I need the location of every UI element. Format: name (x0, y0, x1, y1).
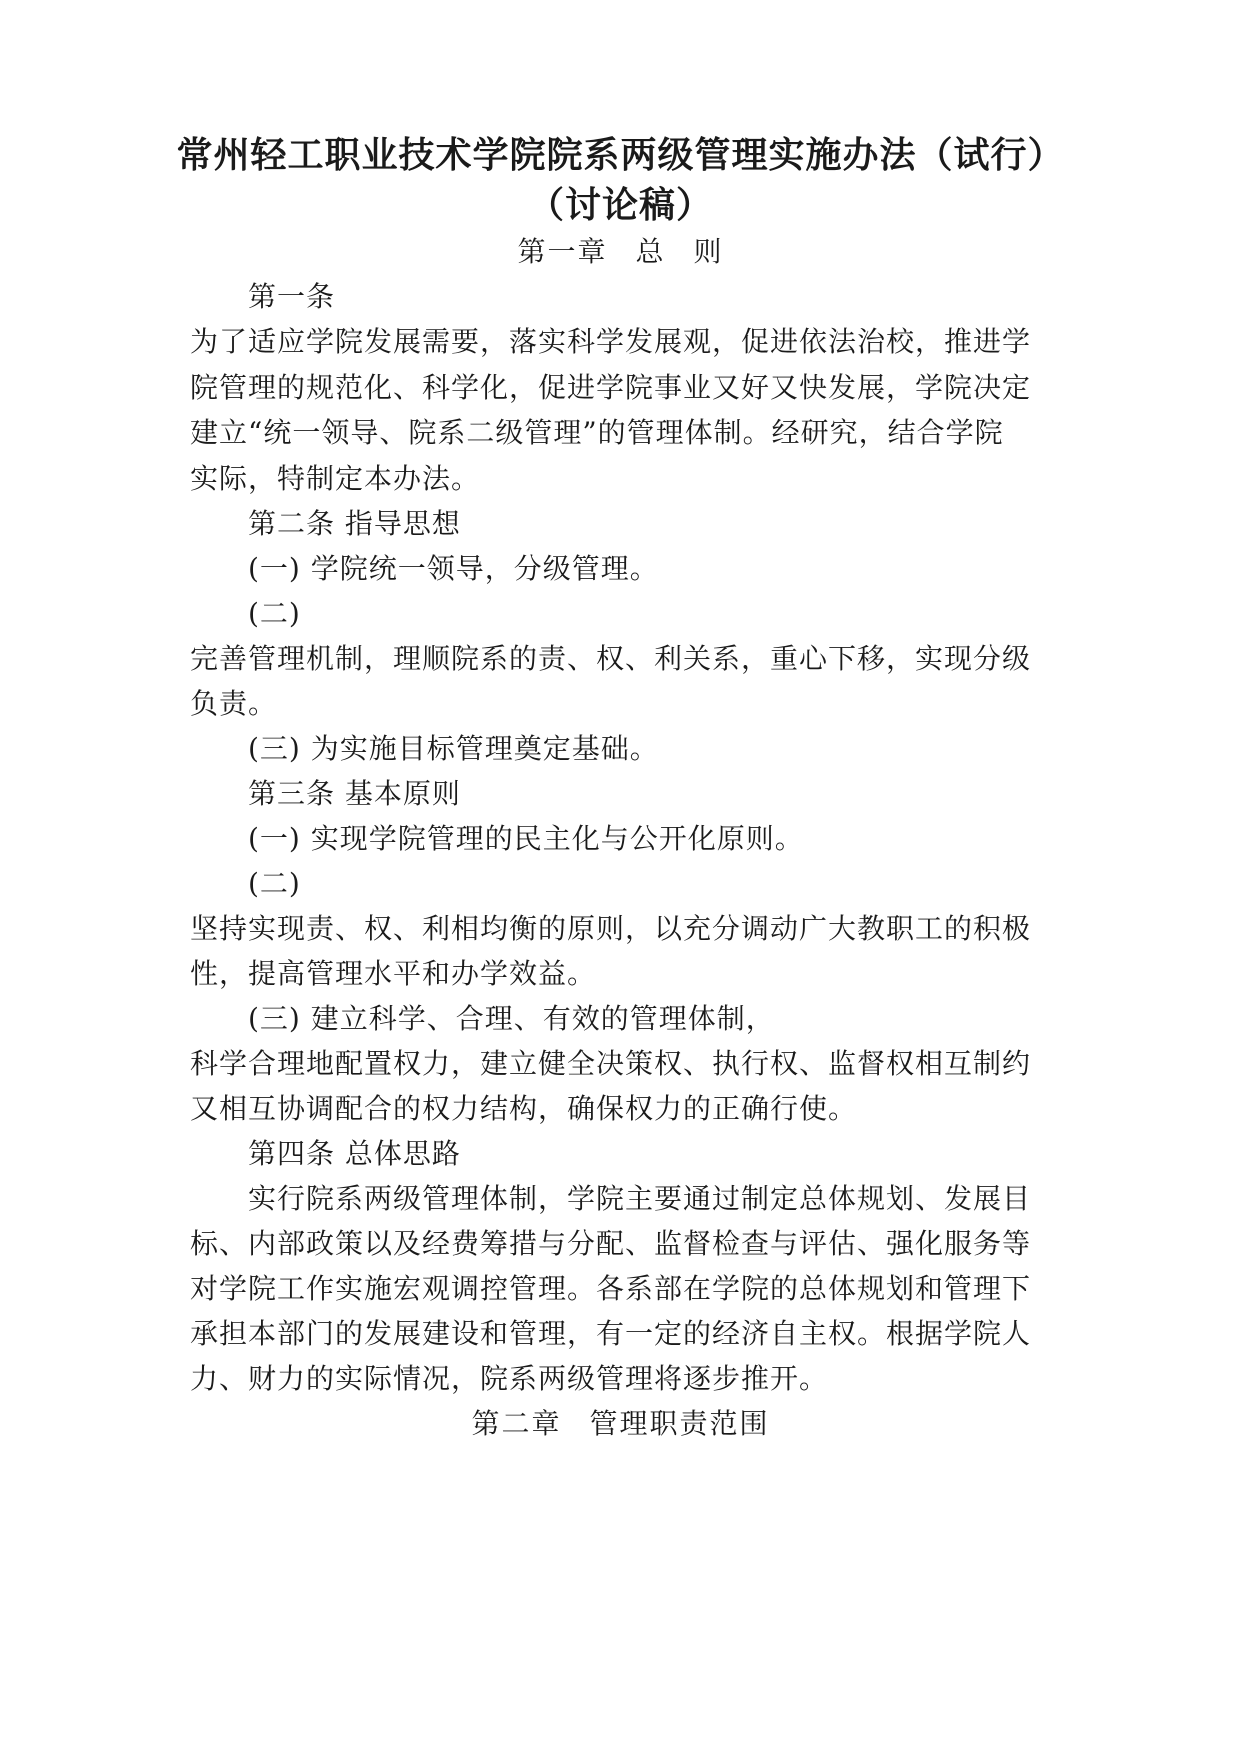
chapter-2-label: 第二章 (471, 1407, 562, 1440)
article-2-heading: 第二条 指导思想 (248, 507, 461, 540)
article-4-line: 承担本部门的发展建设和管理，有一定的经济自主权。根据学院人 (190, 1317, 1032, 1350)
article-3-heading: 第三条 基本原则 (248, 777, 461, 810)
article-2-item-2-line: 完善管理机制，理顺院系的责、权、利关系，重心下移，实现分级 (190, 642, 1032, 675)
chapter-1-name: 总 (635, 235, 666, 268)
chapter-1-name-2: 则 (693, 235, 724, 268)
article-3-item-2: (二) (248, 867, 301, 900)
chapter-1-label: 第一章 (517, 235, 608, 268)
article-2-item-3: (三) 为实施目标管理奠定基础。 (248, 732, 659, 765)
article-4-line: 标、内部政策以及经费筹措与分配、监督检查与评估、强化服务等 (190, 1227, 1032, 1260)
article-2-item-2: (二) (248, 597, 301, 630)
article-3-item-2-line: 性，提高管理水平和办学效益。 (190, 957, 597, 990)
document-title: 常州轻工职业技术学院院系两级管理实施办法（试行） (176, 135, 1065, 176)
article-4-line: 力、财力的实际情况，院系两级管理将逐步推开。 (190, 1362, 829, 1395)
article-2-item-2-line: 负责。 (190, 687, 278, 720)
article-4-line: 对学院工作实施宏观调控管理。各系部在学院的总体规划和管理下 (190, 1272, 1032, 1305)
article-3-item-3: (三) 建立科学、合理、有效的管理体制， (248, 1002, 775, 1035)
article-1-line: 院管理的规范化、科学化，促进学院事业又好又快发展，学院决定 (190, 371, 1032, 404)
article-3-item-2-line: 坚持实现责、权、利相均衡的原则，以充分调动广大教职工的积极 (190, 912, 1032, 945)
chapter-2-name: 管理职责范围 (589, 1407, 770, 1440)
article-3-item-1: (一) 实现学院管理的民主化与公开化原则。 (248, 822, 804, 855)
article-3-item-3-line: 科学合理地配置权力，建立健全决策权、执行权、监督权相互制约 (190, 1047, 1032, 1080)
article-2-item-1: (一) 学院统一领导，分级管理。 (248, 552, 659, 585)
article-1-line: 为了适应学院发展需要，落实科学发展观，促进依法治校，推进学 (190, 325, 1032, 358)
chapter-2-heading (0, 1404, 1241, 1444)
chapter-1-heading (0, 232, 1241, 272)
article-1-line: 实际，特制定本办法。 (190, 462, 481, 495)
article-4-line: 实行院系两级管理体制，学院主要通过制定总体规划、发展目 (248, 1182, 1032, 1215)
article-3-item-3-line: 又相互协调配合的权力结构，确保权力的正确行使。 (190, 1092, 858, 1125)
article-4-heading: 第四条 总体思路 (248, 1137, 461, 1170)
article-1-heading: 第一条 (248, 280, 336, 313)
document-subtitle: （讨论稿） (527, 185, 713, 226)
article-1-line: 建立“统一领导、院系二级管理”的管理体制。经研究，结合学院 (190, 416, 1004, 449)
